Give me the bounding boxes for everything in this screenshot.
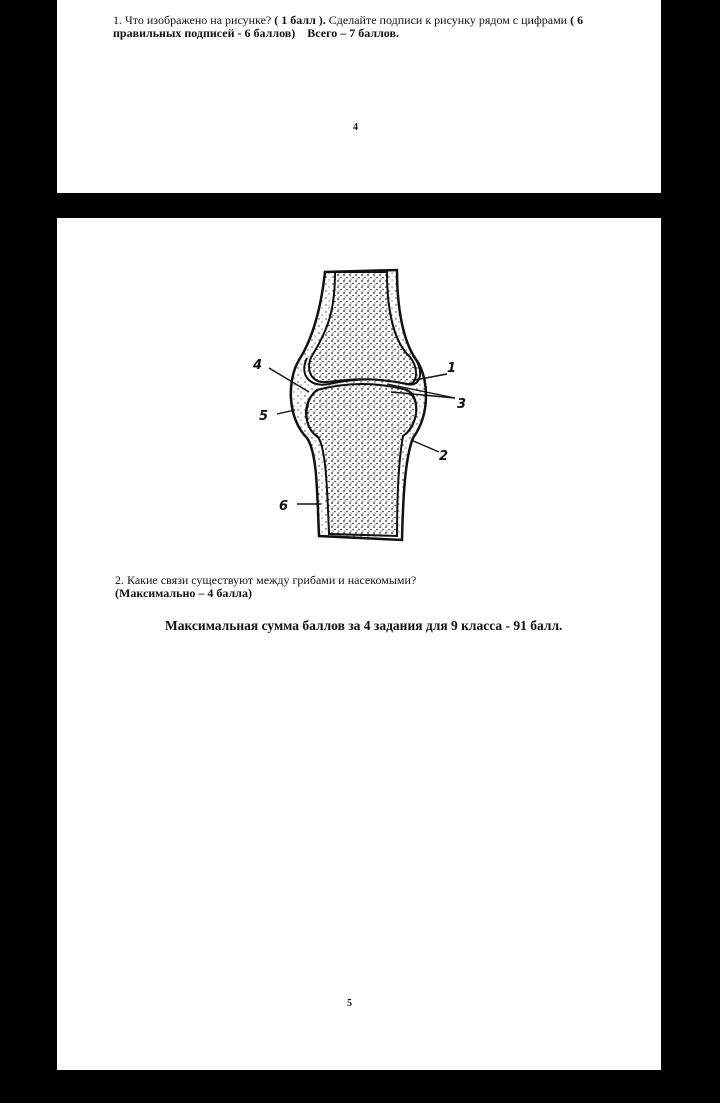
- question-2-points: (Максимально – 4 балла): [115, 586, 252, 600]
- question-1-number: 1.: [113, 13, 122, 27]
- joint-diagram: [247, 268, 487, 548]
- question-1-points: ( 1 балл ).: [274, 13, 326, 27]
- question-2-number: 2.: [115, 573, 124, 587]
- total-score: Максимальная сумма баллов за 4 задания для 9 класса - 91 балл.: [165, 618, 563, 633]
- page-bottom: [57, 218, 661, 1070]
- label-1: 1: [447, 361, 457, 376]
- question-1-instruction: Сделайте подписи к рисунку рядом с цифрами: [328, 13, 568, 27]
- question-1-total: Всего – 7 баллов.: [307, 26, 399, 40]
- question-2: [115, 574, 535, 600]
- label-5: 5: [259, 409, 269, 424]
- label-6: 6: [279, 499, 289, 514]
- label-2: 2: [439, 449, 449, 464]
- label-4: 4: [253, 358, 263, 373]
- page-number-5: 5: [347, 998, 352, 1009]
- page-top: [57, 0, 661, 193]
- label-3: 3: [457, 397, 467, 412]
- question-1: [113, 14, 623, 40]
- page-number-4: 4: [353, 122, 358, 133]
- question-1-labels-points: ( 6 правильных подписей - 6 баллов): [113, 13, 584, 40]
- question-1-text: Что изображено на рисунке?: [125, 13, 272, 27]
- question-2-text: Какие связи существуют между грибами и насекомыми?: [127, 573, 417, 587]
